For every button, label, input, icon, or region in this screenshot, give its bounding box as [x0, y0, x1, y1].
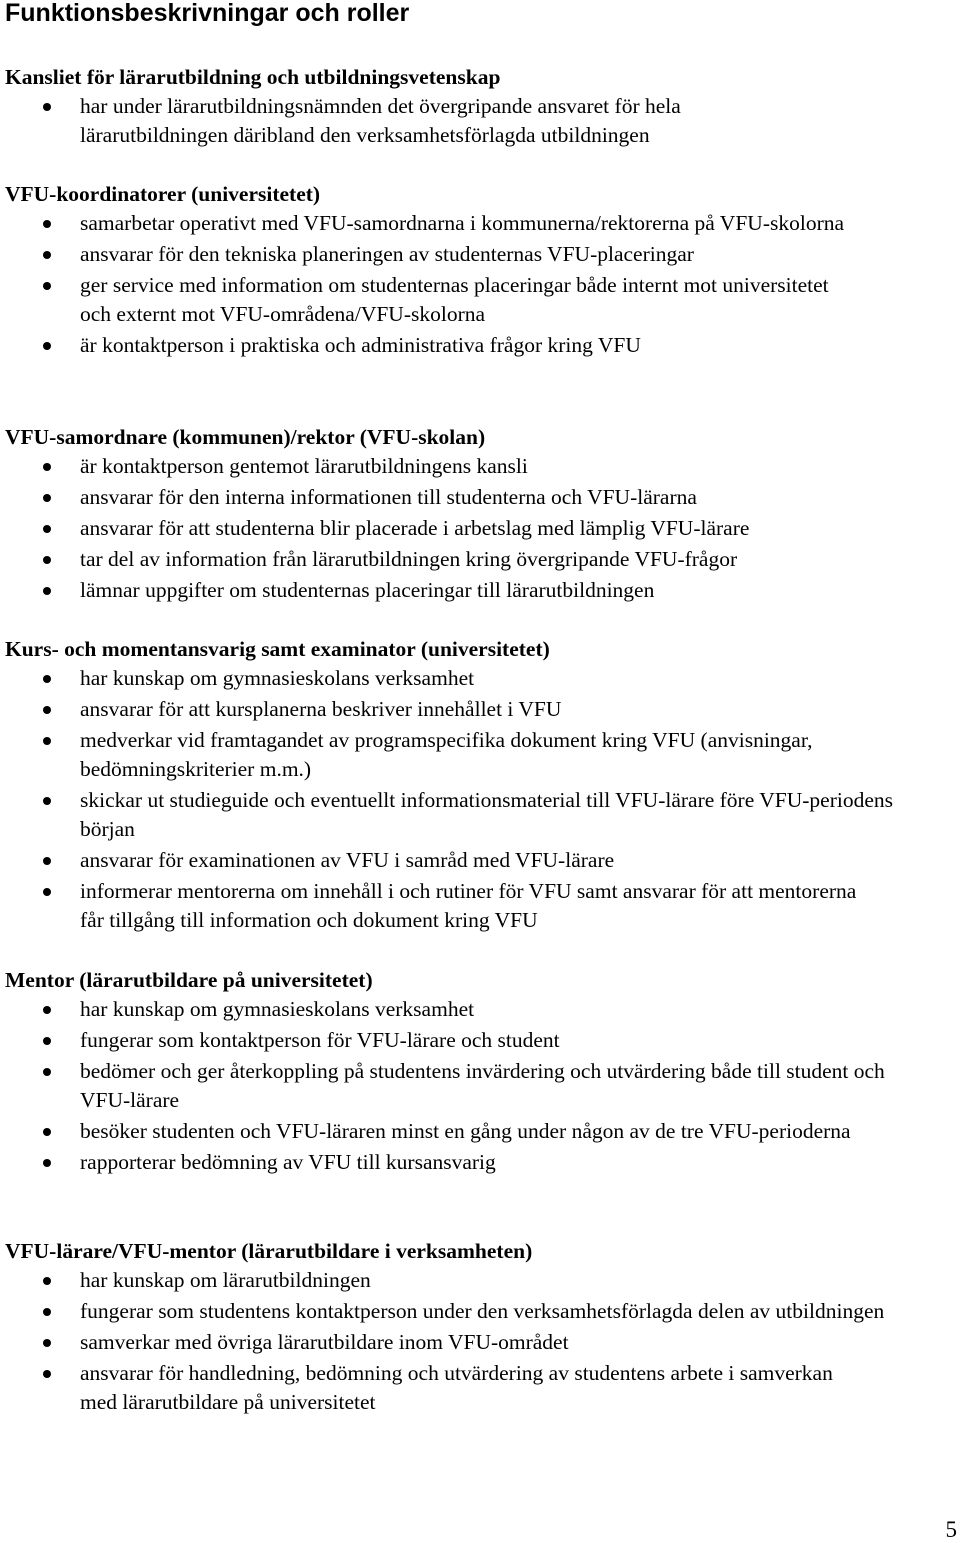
- list-item: [0, 1328, 955, 1357]
- bullet-icon: [43, 1037, 51, 1045]
- bullet-icon: [43, 220, 51, 228]
- bullet-list: [0, 92, 960, 150]
- bullet-icon: [43, 251, 51, 259]
- list-item-text: ansvarar för att studenterna blir placerade i arbetslag med lämplig VFU-lärare: [80, 516, 750, 540]
- list-item: [0, 514, 955, 543]
- bullet-icon: [43, 1128, 51, 1136]
- list-item-text: samarbetar operativt med VFU-samordnarna i kommunerna/rektorerna på VFU-skolorna: [80, 211, 845, 235]
- list-item-text: är kontaktperson gentemot lärarutbildningens kansli: [80, 454, 528, 478]
- list-item-text: har kunskap om gymnasieskolans verksamhet: [80, 997, 475, 1021]
- section-vfu-samordnare: [0, 423, 960, 607]
- bullet-list: [0, 452, 960, 605]
- list-item: [0, 483, 955, 512]
- section-heading: Kansliet för lärarutbildning och utbildningsvetenskap: [5, 65, 501, 89]
- bullet-list: [0, 664, 960, 935]
- bullet-icon: [43, 1159, 51, 1167]
- list-item-text: ansvarar för att kursplanerna beskriver innehållet i VFU: [80, 697, 562, 721]
- bullet-icon: [43, 675, 51, 683]
- document-title: Funktionsbeskrivningar och roller: [5, 0, 410, 27]
- bullet-icon: [43, 282, 51, 290]
- bullet-icon: [43, 342, 51, 350]
- list-item: [0, 452, 955, 481]
- section-kansliet: [0, 63, 960, 152]
- section-heading: VFU-lärare/VFU-mentor (lärarutbildare i verksamheten): [5, 1239, 533, 1263]
- bullet-icon: [43, 525, 51, 533]
- bullet-list: [0, 1266, 960, 1417]
- list-item: [0, 726, 955, 784]
- bullet-icon: [43, 1339, 51, 1347]
- bullet-icon: [43, 857, 51, 865]
- list-item: [0, 877, 885, 935]
- bullet-icon: [43, 797, 51, 805]
- list-item-text: samverkar med övriga lärarutbildare inom VFU-området: [80, 1330, 569, 1354]
- list-item: [0, 1117, 880, 1146]
- list-item-text: ansvarar för handledning, bedömning och utvärdering av studentens arbete i samverkan med lärarutbildare på universitetet: [80, 1361, 833, 1414]
- section-vfu-larare: [0, 1237, 960, 1419]
- list-item-text: tar del av information från lärarutbildningen kring övergripande VFU-frågor: [80, 547, 738, 571]
- list-item: [0, 545, 955, 574]
- list-item: [0, 92, 800, 150]
- list-item-text: fungerar som kontaktperson för VFU-lärare och student: [80, 1028, 560, 1052]
- section-heading: VFU-koordinatorer (universitetet): [5, 182, 321, 206]
- bullet-icon: [43, 1068, 51, 1076]
- bullet-list: [0, 209, 960, 360]
- list-item-text: ansvarar för den interna informationen till studenterna och VFU-lärarna: [80, 485, 697, 509]
- bullet-list: [0, 995, 960, 1177]
- list-item-text: lämnar uppgifter om studenternas placeringar till lärarutbildningen: [80, 578, 655, 602]
- list-item: [0, 1026, 955, 1055]
- list-item: [0, 786, 920, 844]
- bullet-icon: [43, 1308, 51, 1316]
- list-item: [0, 695, 955, 724]
- section-heading: Mentor (lärarutbildare på universitetet): [5, 968, 373, 992]
- section-kursansvarig: [0, 635, 960, 937]
- bullet-icon: [43, 494, 51, 502]
- list-item-text: ansvarar för examinationen av VFU i samråd med VFU-lärare: [80, 848, 615, 872]
- list-item-text: medverkar vid framtagandet av programspecifika dokument kring VFU (anvisningar, bedömningskriterier m.m.): [80, 728, 813, 781]
- bullet-icon: [43, 737, 51, 745]
- list-item-text: ger service med information om studenternas placeringar både internt mot universitetet och externt mot VFU-områdena/VFU-skolorna: [80, 273, 829, 326]
- list-item: [0, 240, 955, 269]
- bullet-icon: [43, 463, 51, 471]
- list-item: [0, 576, 955, 605]
- list-item-text: har kunskap om gymnasieskolans verksamhet: [80, 666, 475, 690]
- bullet-icon: [43, 1006, 51, 1014]
- section-mentor: [0, 966, 960, 1179]
- list-item: [0, 846, 955, 875]
- list-item: [0, 331, 955, 360]
- list-item-text: rapporterar bedömning av VFU till kursansvarig: [80, 1150, 496, 1174]
- list-item: [0, 664, 955, 693]
- list-item-text: bedömer och ger återkoppling på studentens invärdering och utvärdering både till student och VFU-lärare: [80, 1059, 885, 1112]
- list-item-text: har kunskap om lärarutbildningen: [80, 1268, 371, 1292]
- list-item: [0, 1057, 910, 1115]
- section-vfu-koordinatorer: [0, 180, 960, 362]
- list-item-text: är kontaktperson i praktiska och administrativa frågor kring VFU: [80, 333, 641, 357]
- list-item-text: har under lärarutbildningsnämnden det övergripande ansvaret för hela lärarutbildningen däribland den verksamhetsförlagda utbildningen: [80, 94, 681, 147]
- page-number: 5: [945, 1517, 957, 1542]
- list-item-text: besöker studenten och VFU-läraren minst en gång under någon av de tre VFU-perioderna: [80, 1119, 851, 1143]
- section-heading: Kurs- och momentansvarig samt examinator (universitetet): [5, 637, 550, 661]
- list-item: [0, 995, 955, 1024]
- bullet-icon: [43, 1370, 51, 1378]
- bullet-icon: [43, 706, 51, 714]
- list-item: [0, 1359, 870, 1417]
- list-item: [0, 271, 840, 329]
- list-item-text: fungerar som studentens kontaktperson under den verksamhetsförlagda delen av utbildningen: [80, 1299, 885, 1323]
- list-item: [0, 1297, 900, 1326]
- bullet-icon: [43, 103, 51, 111]
- bullet-icon: [43, 888, 51, 896]
- list-item-text: ansvarar för den tekniska planeringen av studenternas VFU-placeringar: [80, 242, 694, 266]
- bullet-icon: [43, 556, 51, 564]
- list-item: [0, 1148, 955, 1177]
- list-item: [0, 209, 870, 238]
- list-item-text: informerar mentorerna om innehåll i och rutiner för VFU samt ansvarar för att mentorerna får tillgång till information och dokument kring VFU: [80, 879, 857, 932]
- list-item: [0, 1266, 955, 1295]
- section-heading: VFU-samordnare (kommunen)/rektor (VFU-skolan): [5, 425, 486, 449]
- list-item-text: skickar ut studieguide och eventuellt informationsmaterial till VFU-lärare före VFU-periodens början: [80, 788, 894, 841]
- bullet-icon: [43, 1277, 51, 1285]
- bullet-icon: [43, 587, 51, 595]
